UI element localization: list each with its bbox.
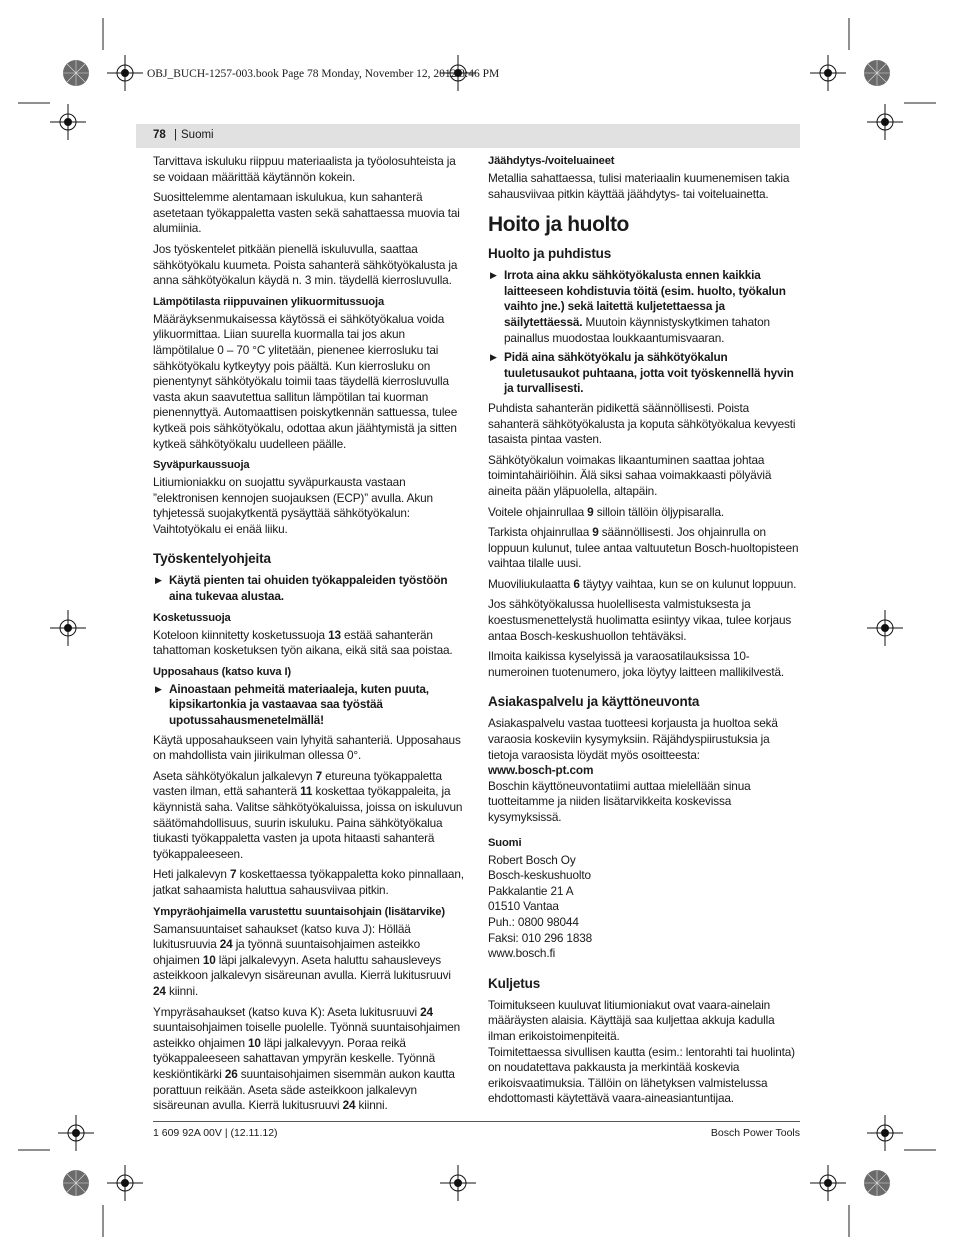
paragraph: Puhdista sahanterän pidikettä säännöllisesti. Poista sahanterä sähkötyökalusta ja koputa sähkötyökalua kevyesti tasaista pintaa vasten. xyxy=(488,400,796,447)
section-heading: Suomi xyxy=(488,836,522,849)
file-header: OBJ_BUCH-1257-003.book Page 78 Monday, November 12, 2012 3:46 PM xyxy=(147,68,500,80)
address-line[interactable]: www.bosch.fi xyxy=(488,946,556,961)
footer-doc-number: 1 609 92A 00V | (12.11.12) xyxy=(153,1127,278,1139)
subsection-heading: Asiakaspalvelu ja käyttöneuvonta xyxy=(488,694,700,710)
section-heading: Jäähdytys-/voiteluaineet xyxy=(488,155,615,167)
bullet-arrow-icon: ▶ xyxy=(490,270,497,281)
address-line: 01510 Vantaa xyxy=(488,899,559,914)
address-block xyxy=(488,853,800,962)
page-header-bar xyxy=(136,124,800,148)
paragraph: Toimitettaessa sivullisen kautta (esim.: lentorahti tai huolinta) on noudatettava pakkausta ja merkintää koskevia erikoisvaatimuksia. Tällöin on lähetyksen valmistelussa ehdottomasti käytettävä vaara-aineasiantuntijaa. xyxy=(488,1044,795,1106)
website-link[interactable]: www.bosch-pt.com xyxy=(488,763,594,778)
page-number: 78 xyxy=(153,129,166,141)
page-language: Suomi xyxy=(181,129,214,141)
subsection-heading: Kuljetus xyxy=(488,975,541,991)
address-line: Pakkalantie 21 A xyxy=(488,883,574,898)
paragraph: Aseta sähkötyökalun jalkalevyn 7 etureuna työkappaletta vasten ilman, että sahanterä 11 koskettaa työkappaleita, ja käynnistä saha. Valitse sähkötyökaluissa, joissa on iskuluvun säätömahdollisuus, suurin iskuluku. Paina sähkötyökalua tiukasti työkappaletta vasten ja upota hitaasti sahanterä työkappaleeseen. xyxy=(153,768,463,861)
bullet-item: ▶ Ainoastaan pehmeitä materiaaleja, kuten puuta, kipsikartonkia ja vastaavaa saa työstää upotussahausmenetelmällä! xyxy=(155,681,429,728)
paragraph: Muoviliukulaatta 6 täytyy vaihtaa, kun se on kulunut loppuun. xyxy=(488,576,797,591)
footer-brand: Bosch Power Tools xyxy=(710,1127,800,1139)
paragraph: Litiumioniakku on suojattu syväpurkausta vastaan ”elektronisen kennojen suojauksen (ECP)” avulla. Akun tyhjetessä suojakytkentä pysäyttää sähkötyökalun: Vaihtotyökalu ei enää liiku. xyxy=(153,475,433,536)
left-column xyxy=(153,154,465,1119)
section-heading: Kosketussuoja xyxy=(153,611,231,624)
bullet-arrow-icon: ▶ xyxy=(490,352,497,363)
bullet-item: ▶ Käytä pienten tai ohuiden työkappaleiden työstöön aina tukevaa alustaa. xyxy=(155,573,448,604)
bullet-arrow-icon: ▶ xyxy=(155,575,162,586)
paragraph: Ilmoita kaikissa kyselyissä ja varaosatilauksissa 10-numeroinen tuotenumero, joka löytyy laitteen mallikilvestä. xyxy=(488,649,785,679)
paragraph: Heti jalkalevyn 7 koskettaessa työkappaletta koko pinnallaan, jatkat sahaamista haluttua sahausviivaa pitkin. xyxy=(153,867,464,897)
address-line: Robert Bosch Oy xyxy=(488,852,576,867)
address-line: Faksi: 010 296 1838 xyxy=(488,930,593,945)
chapter-title: Hoito ja huolto xyxy=(488,213,629,237)
right-column xyxy=(488,154,800,1112)
paragraph: Asiakaspalvelu vastaa tuotteesi korjausta ja huoltoa sekä varaosia koskeviin kysymyksiin. Räjähdyspiirustuksia ja tietoja varaosista löydät myös osoitteesta: xyxy=(488,716,778,762)
footer-rule xyxy=(153,1121,800,1122)
address-line: Puh.: 0800 98044 xyxy=(488,914,579,929)
paragraph: Määräyksenmukaisessa käytössä ei sähkötyökalua voida ylikuormittaa. Liian suurella kuormalla tai jos akun lämpötilalue 0 – 70 °C ylitetään, pienenee kierrosluku tai sähkötyökalu kytkeytyy pois päältä. Kun kierrosluku on pienentynyt sähkötyökalu toimii taas täydellä kierrosluvulla vasta akun saavutettua sallitun lämpötilan tai kuorman pienennyttyä. Automaattisen poiskytkennän sattuessa, tulee kytkeä pois sähkötyökalu, odottaa akun jäähtymistä ja sitten kytkeä sähkötyökalu uudelleen päälle. xyxy=(153,311,458,451)
paragraph: Tarkista ohjainrullaa 9 säännöllisesti. Jos ohjainrulla on loppuun kulunut, tulee antaa valtuutetun Bosch-huoltopisteen vaihtaa tilalle uusi. xyxy=(488,525,799,571)
paragraph: Käytä upposahaukseen vain lyhyitä sahanteriä. Upposahaus on mahdollista vain jiirikulman ollessa 0°. xyxy=(153,732,461,763)
section-heading: Syväpurkaussuoja xyxy=(153,459,250,472)
paragraph: Koteloon kiinnitetty kosketussuoja 13 estää sahanterän tahattoman kosketuksen työn aikana, eikä sitä saa poistaa. xyxy=(153,627,453,658)
paragraph: Toimitukseen kuuluvat litiumioniakut ovat vaara-ainelain määräysten alaisia. Käyttäjä saa kuljettaa akkuja kadulla ilman erikoistoimenpiteitä. xyxy=(488,997,775,1043)
paragraph: Voitele ohjainrullaa 9 silloin tällöin öljypisaralla. xyxy=(488,504,725,519)
paragraph: Sähkötyökalun voimakas likaantuminen saattaa johtaa toimintahäiriöihin. Älä siksi sahaa voimakkaasti pölyäviä aineita pään yläpuolella, altapäin. xyxy=(488,452,772,498)
paragraph: Boschin käyttöneuvontatiimi auttaa mielellään sinua tuotteitamme ja niiden lisätarvikkeita koskevissa kysymyksissä. xyxy=(488,778,751,824)
address-line: Bosch-keskushuolto xyxy=(488,868,591,883)
subsection-heading: Huolto ja puhdistus xyxy=(488,246,612,262)
bullet-item: ▶ Irrota aina akku sähkötyökalusta ennen kaikkia laitteeseen kohdistuvia töitä (esim. huolto, työkalun vaihto jne.) sekä laitettä kuljetettaessa ja säilytettäessä. Muutoin käynnistyskytkimen tahaton painallus muodostaa loukkaantumisvaaran. xyxy=(490,268,786,345)
paragraph: Jos sähkötyökalussa huolellisesta valmistuksesta ja koestusmenettelystä huolimatta esiintyy vikaa, tulee korjaus antaa Bosch-keskushuollon tehtäväksi. xyxy=(488,597,792,643)
bullet-arrow-icon: ▶ xyxy=(155,683,162,694)
bullet-item: ▶ Pidä aina sähkötyökalu ja sähkötyökalun tuuletusaukot puhtaana, jotta voit työskennellä hyvin ja turvallisesti. xyxy=(490,350,794,396)
paragraph: Samansuuntaiset sahaukset (katso kuva J): Höllää lukitusruuvia 24 ja työnnä suuntaisohjaimen asteikko ohjaimen 10 läpi jalkalevyyn. Aseta haluttu sahausleveys asteikkoon jalkalevyn sisäreunan avulla. Kierrä lukitusruuvi 24 kiinni. xyxy=(153,921,451,998)
subsection-heading: Työskentelyohjeita xyxy=(153,551,271,567)
section-heading: Ympyräohjaimella varustettu suuntaisohjain (lisätarvike) xyxy=(153,905,445,918)
paragraph: Jos työskentelet pitkään pienellä iskuluvulla, saattaa sähkötyökalu kuumeta. Poista sahanterä sähkötyökalusta ja anna sähkötyökalun käydä n. 3 min. täydellä kierrosluvulla. xyxy=(153,241,458,288)
paragraph: Metallia sahattaessa, tulisi materiaalin kuumenemisen takia sahausviivaa pitkin käyttää jäähdytys- tai voiteluainetta. xyxy=(488,171,790,201)
paragraph: Suosittelemme alentamaan iskulukua, kun sahanterä asetetaan työkappaletta vasten sekä sahattaessa muovia tai alumiinia. xyxy=(153,190,460,236)
paragraph: Tarvittava iskuluku riippuu materiaalista ja työolosuhteista ja se voidaan määrittää käytännön kokein. xyxy=(153,154,456,184)
page-separator: | xyxy=(174,129,177,141)
section-heading: Upposahaus (katso kuva I) xyxy=(153,665,291,678)
section-heading: Lämpötilasta riippuvainen ylikuormitussuoja xyxy=(153,295,385,308)
paragraph: Ympyräsahaukset (katso kuva K): Aseta lukitusruuvi 24 suuntaisohjaimen toiselle puolelle. Työnnä suuntaisohjaimen asteikko ohjaimen 10 läpi jalkalevyyn. Poraa reikä työkappaleeseen sahattavan ympyrän keskelle. Työnnä keskiöntikärki 26 suuntaisohjaimen sisemmän aukon kautta porattuun reikään. Aseta säde asteikkoon jalkalevyn sisäreunan avulla. Kierrä lukitusruuvi 24 kiinni. xyxy=(153,1004,461,1113)
